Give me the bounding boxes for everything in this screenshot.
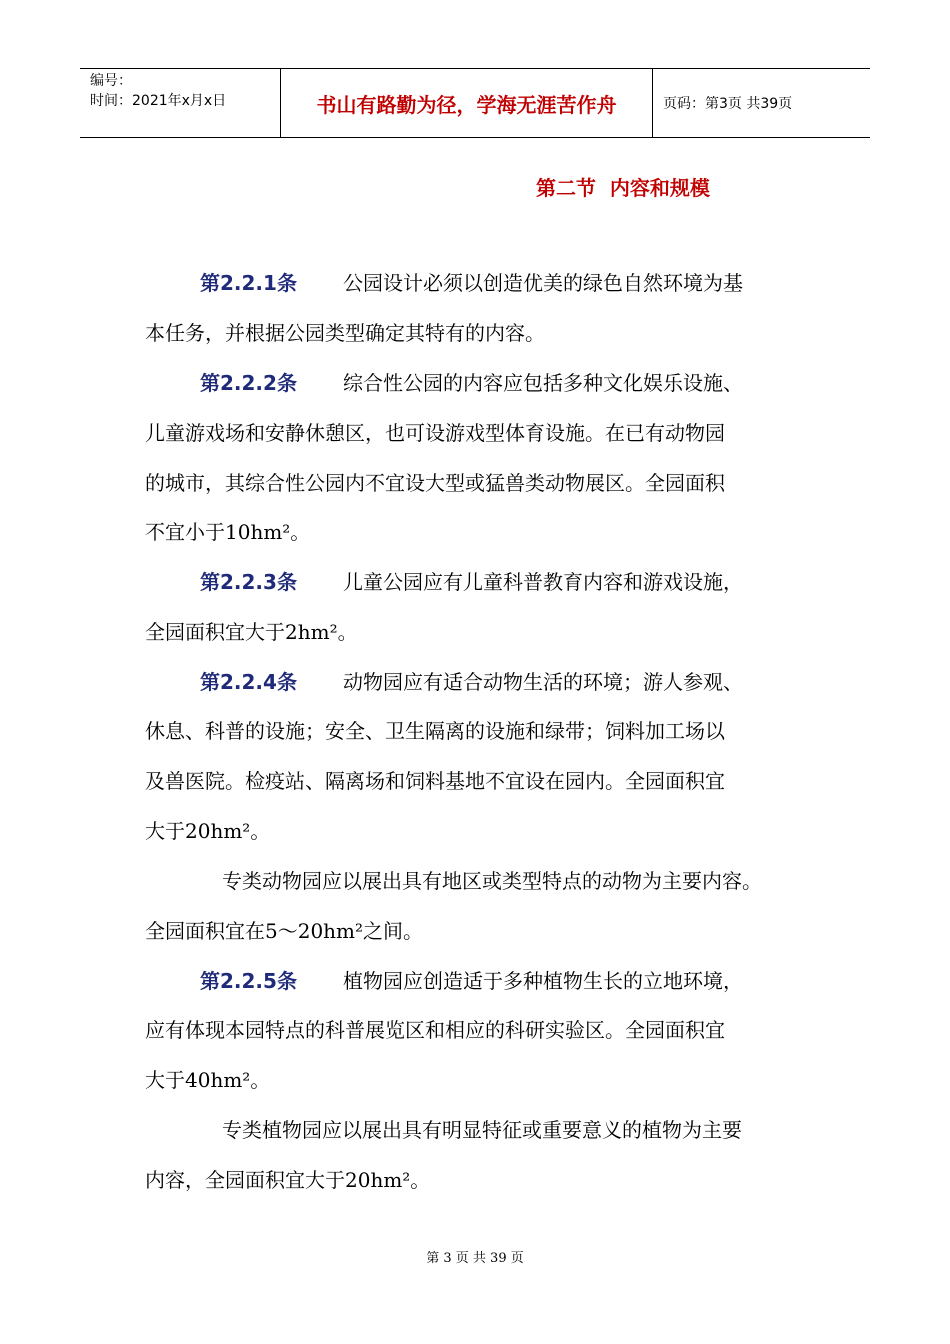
clause-text: 公园设计必须以创造优美的绿色自然环境为基 (342, 271, 743, 295)
clause-text: 综合性公园的内容应包括多种文化娱乐设施、 (342, 371, 743, 395)
number-label: 编号： (90, 73, 132, 89)
clause-label: 第2.2.2条 (200, 371, 297, 395)
clause-2-2-4 (200, 669, 743, 695)
text-line: 全园面积宜大于2hm²。 (145, 620, 358, 644)
clause-text: 动物园应有适合动物生活的环境；游人参观、 (342, 670, 743, 694)
text-line: 专类动物园应以展出具有地区或类型特点的动物为主要内容。 (222, 869, 762, 893)
clause-2-2-2 (200, 370, 743, 396)
text-line: 专类植物园应以展出具有明显特征或重要意义的植物为主要 (222, 1118, 742, 1142)
time-label: 时间：2021年x月x日 (90, 93, 227, 109)
text-line: 休息、科普的设施；安全、卫生隔离的设施和绿带；饲料加工场以 (145, 719, 725, 743)
clause-label: 第2.2.1条 (200, 271, 297, 295)
clause-text: 儿童公园应有儿童科普教育内容和游戏设施， (342, 570, 743, 594)
text-line: 的城市，其综合性公园内不宜设大型或猛兽类动物展区。全园面积 (145, 471, 725, 495)
clause-2-2-5 (200, 968, 743, 994)
section-title: 第二节 内容和规模 (536, 176, 710, 200)
clause-label: 第2.2.3条 (200, 570, 297, 594)
header-motto: 书山有路勤为径，学海无涯苦作舟 (281, 69, 653, 137)
text-line: 全园面积宜在5～20hm²之间。 (145, 919, 424, 943)
header-page-info: 页码：第3页 共39页 (663, 96, 793, 112)
clause-text: 植物园应创造适于多种植物生长的立地环境， (342, 969, 743, 993)
clause-label: 第2.2.4条 (200, 670, 297, 694)
text-line: 大于40hm²。 (145, 1068, 271, 1092)
text-line: 不宜小于10hm²。 (145, 520, 311, 544)
text-line: 大于20hm²。 (145, 819, 271, 843)
clause-2-2-3 (200, 569, 743, 595)
text-line: 内容，全园面积宜大于20hm²。 (145, 1168, 431, 1192)
text-line: 儿童游戏场和安静休憩区，也可设游戏型体育设施。在已有动物园 (145, 421, 725, 445)
text-line: 本任务，并根据公园类型确定其特有的内容。 (145, 321, 545, 345)
clause-2-2-1 (200, 270, 743, 296)
page-footer: 第 3 页 共 39 页 (426, 1251, 524, 1266)
text-line: 应有体现本园特点的科普展览区和相应的科研实验区。全园面积宜 (145, 1018, 725, 1042)
page-header (80, 68, 870, 138)
clause-label: 第2.2.5条 (200, 969, 297, 993)
header-meta (80, 69, 281, 137)
text-line: 及兽医院。检疫站、隔离场和饲料基地不宜设在园内。全园面积宜 (145, 769, 725, 793)
